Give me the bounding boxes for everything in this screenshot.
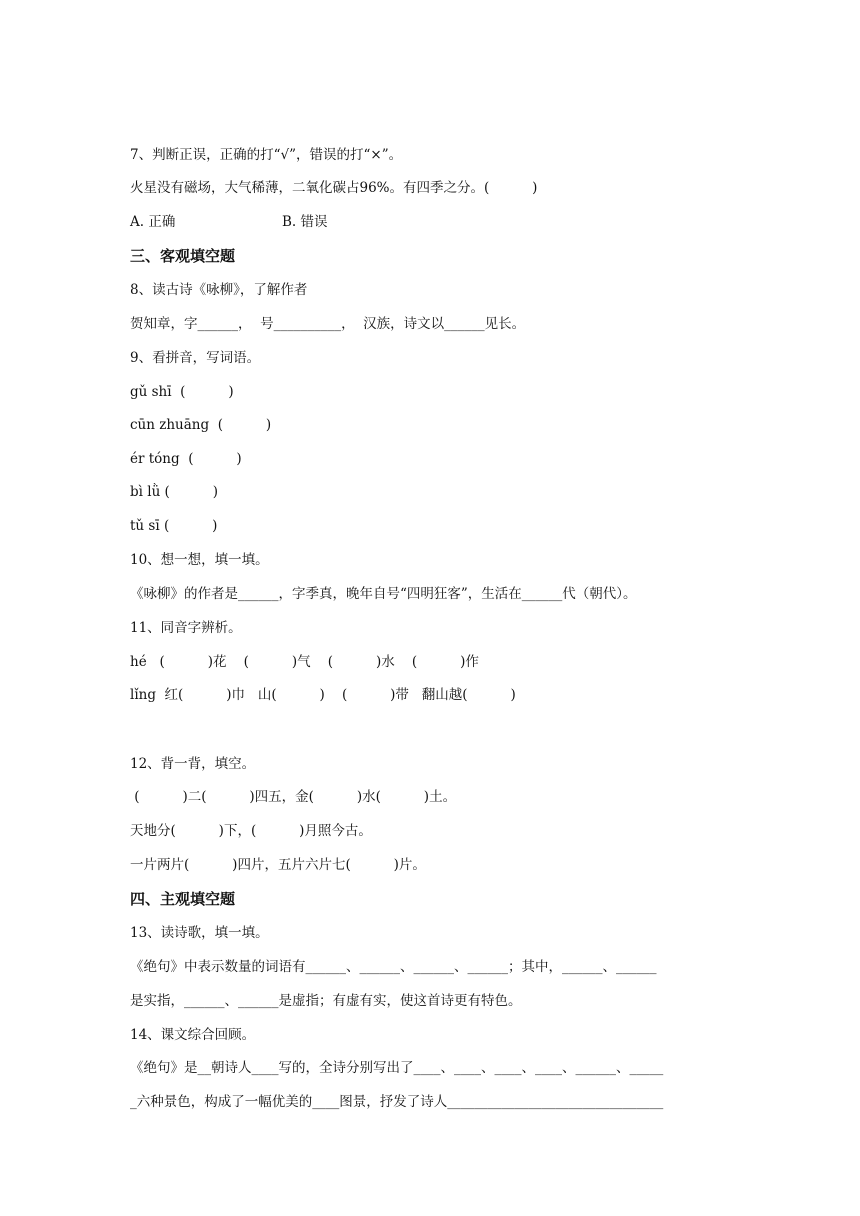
q10-text: 《咏柳》的作者是______，字季真，晚年自号“四明狂客”，生活在______代（朝代）。 <box>130 586 637 602</box>
q13-line-2: 是实指，______、______是虚指；有虚有实，使这首诗更有特色。 <box>130 993 522 1009</box>
q9-title: 9、看拼音，写词语。 <box>130 350 261 366</box>
q12-line-3: 一片两片( )四片，五片六片七( )片。 <box>130 857 426 873</box>
q10-title: 10、想一想，填一填。 <box>130 552 269 568</box>
q11-line-2: lǐng 红( )巾 山( ) ( )带 翻山越( ) <box>130 687 516 703</box>
q8-text: 贺知章，字______， 号__________， 汉族，诗文以______见长。 <box>130 316 526 332</box>
q9-item-2: cūn zhuāng ( ) <box>130 417 272 433</box>
q11-title: 11、同音字辨析。 <box>130 620 242 636</box>
q9-item-1: gǔ shī ( ) <box>130 384 234 400</box>
q9-item-5: tǔ sī ( ) <box>130 518 218 534</box>
q14-line-1: 《绝句》是__朝诗人____写的，全诗分别写出了____、____、____、____、______、_____ <box>130 1060 664 1076</box>
q7-option-a: A. 正确 <box>130 214 176 230</box>
q7-option-b: B. 错误 <box>282 214 328 230</box>
q8-title: 8、读古诗《咏柳》，了解作者 <box>130 282 308 298</box>
q9-item-4: bì lǜ ( ) <box>130 484 219 500</box>
q13-title: 13、读诗歌，填一填。 <box>130 925 269 941</box>
q9-item-3: ér tóng ( ) <box>130 451 242 467</box>
q7-text: 火星没有磁场，大气稀薄，二氧化碳占96%。有四季之分。( ) <box>130 180 538 196</box>
q12-line-1: ( )二( )四五，金( )水( )土。 <box>130 789 457 805</box>
q14-line-2: _六种景色，构成了一幅优美的____图景，抒发了诗人________________________________ <box>130 1094 664 1110</box>
q11-line-1: hé ( )花 ( )气 ( )水 ( )作 <box>130 654 479 670</box>
section-4-heading: 四、主观填空题 <box>130 890 236 908</box>
q13-line-1: 《绝句》中表示数量的词语有______、______、______、______；其中，______、______ <box>130 959 657 975</box>
q12-title: 12、背一背，填空。 <box>130 756 256 772</box>
q7-title: 7、判断正误，正确的打“√”，错误的打“×”。 <box>130 147 403 163</box>
q12-line-2: 天地分( )下，( )月照今古。 <box>130 823 372 839</box>
section-3-heading: 三、客观填空题 <box>130 247 236 265</box>
q14-title: 14、课文综合回顾。 <box>130 1027 256 1043</box>
